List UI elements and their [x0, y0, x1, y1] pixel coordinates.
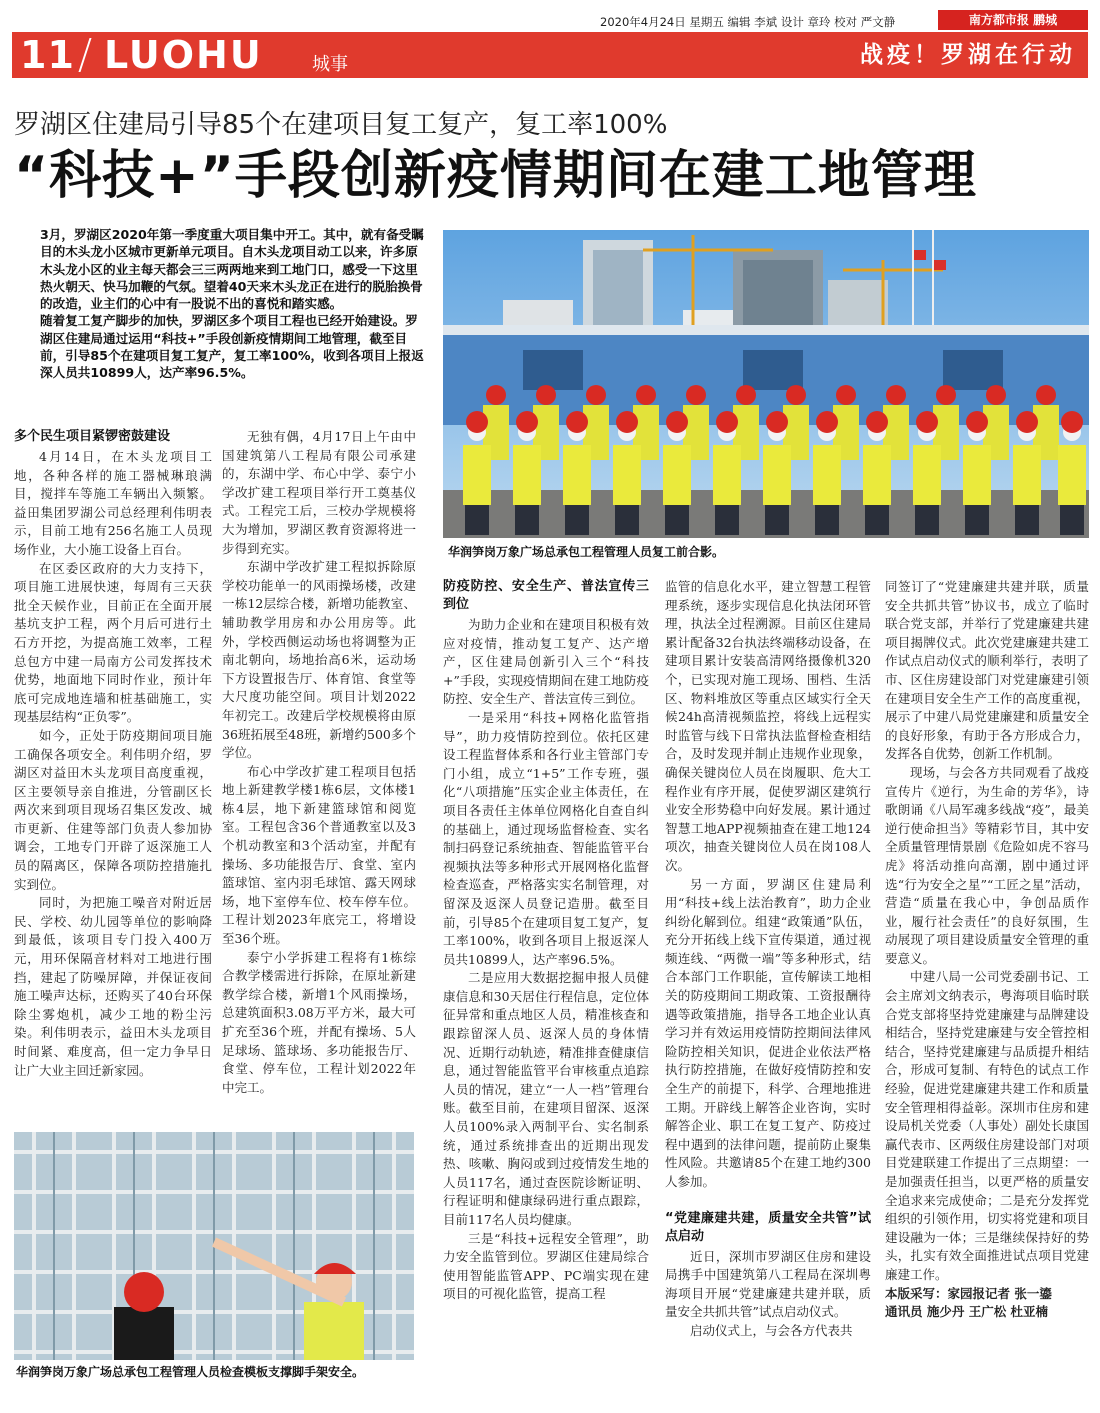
section-heading: 多个民生项目紧锣密鼓建设	[14, 429, 171, 444]
lead-paragraph: 随着复工复产脚步的加快，罗湖区多个项目工程也已经开始建设。罗湖区住建局通过运用“科技+”手段创新疫情期间工地管理，截至目前，引导85个在建项目复工复产，复工率100%，收到各项目上报返深人员共10899人，达产率96.5%。	[40, 313, 424, 381]
body-paragraph: 布心中学改扩建工程项目包括地上新建教学楼1栋6层，文体楼1栋4层，地下新建篮球馆和阅览室。工程包含36个普通教室以及3个机动教室和3个活动室，并配有操场、多功能报告厅、食堂、室内篮球馆、室内羽毛球馆、露天网球场，地下室停车位、校车停车位。工程计划2023年底完工，将增设至36个班。	[222, 763, 416, 947]
body-paragraph: 无独有偶，4月17日上午由中国建筑第八工程局有限公司承建的，东湖中学、布心中学、泰宁小学改扩建工程项目举行开工奠基仪式。工程完工后，三校办学规模将大为增加，罗湖区教育资源将进一步得到充实。	[222, 429, 416, 556]
group-photo-caption: 华润笋岗万象广场总承包工程管理人员复工前合影。	[448, 545, 725, 559]
scaffold-photo-caption: 华润笋岗万象广场总承包工程管理人员检查模板支撑脚手架安全。	[16, 1365, 365, 1379]
body-paragraph: 近日，深圳市罗湖区住房和建设局携手中国建筑第八工程局在深圳粤海项目开展“党建廉建共建并联，质量安全共抓共管”试点启动仪式。	[665, 1248, 871, 1320]
section-heading: 防疫防控、安全生产、普法宣传三到位	[443, 579, 649, 612]
article-column-2	[222, 428, 416, 1118]
body-paragraph: 现场，与会各方共同观看了战疫宣传片《逆行，为生命的芳华》，诗歌朗诵《八局军魂多线战“疫”，最美逆行使命担当》等精彩节目，其中安全质量管理情景剧《危险如虎不容马虎》将活动推向高潮，剧中通过评选“行为安全之星”“工匠之星”活动，营造“质量在我心中，争创品质作业，履行社会责任”的良好氛围，生动展现了项目建设质量安全管理的重要意义。	[885, 764, 1089, 966]
article-subheadline: 罗湖区住建局引导85个在建项目复工复产，复工率100%	[14, 110, 668, 140]
body-paragraph: 在区委区政府的大力支持下，项目施工进展快速，每周有三天获批全天候作业，目前正在全面开展基坑支护工程，两个月后可进行土石方开挖，为提高施工效率，工程总包方中建一局南方公司发挥技术优势，地面地下同时作业，预计年底可完成地连墙和桩基础施工，实现基层结构“正负零”。	[14, 560, 212, 725]
group-photo	[443, 230, 1089, 538]
body-paragraph: 同签订了“党建廉建共建并联，质量安全共抓共管”协议书，成立了临时联合党支部，并举行了党建廉建共建项目揭牌仪式。此次党建廉建共建工作试点启动仪式的顺利举行，表明了市、区住房建设部门对党建廉建引领在建项目安全生产工作的高度重视，展示了中建八局党建廉建和质量安全的良好形象，有助于各方形成合力，发挥各自优势，创新工作机制。	[885, 579, 1089, 762]
newspaper-logo: 南方都市报 鹏城	[938, 10, 1088, 30]
body-paragraph: 监管的信息化水平，建立智慧工程管理系统，逐步实现信息化执法闭环管理，执法全过程溯源。目前区住建局累计配备32台执法终端移动设备，在建项目累计安装高清网络摄像机320个，已实现对施工现场、围档、生活区、物料堆放区等重点区域实行全天候24h高清视频监控，将线上远程实时监管与线下日常执法监督检查相结合，及时发现并制止违规作业现象，确保关键岗位人员在岗履职、危大工程作业有序开展，促使罗湖区建筑行业安全形势稳中向好发展。累计通过智慧工地APP视频抽查在建工地124项次，抽查关键岗位人员在岗108人次。	[665, 579, 871, 873]
byline-correspondents: 通讯员 施少丹 王广松 杜亚楠	[885, 1304, 1049, 1320]
body-paragraph: 二是应用大数据挖掘申报人员健康信息和30天居住行程信息，定位体征异常和重点地区人员，精准核查和跟踪留深人员、返深人员的身体情况、近期行动轨迹，精准排查健康信息，通过智能监管平台审核重点追踪人员的情况，建立“一人一档”管理台账。截至目前，在建项目留深、返深人员100%录入两制平台、实名制系统，通过系统排查出的近期出现发热、咳嗽、胸闷或到过疫情发生地的人员117名，通过查医院诊断证明、行程证明和健康绿码进行重点跟踪，目前117名人员均健康。	[443, 970, 649, 1227]
lead-paragraph: 3月，罗湖区2020年第一季度重大项目集中开工。其中，就有备受瞩目的木头龙小区城市更新单元项目。自木头龙项目动工以来，许多原木头龙小区的业主每天都会三三两两地来到工地门口，感受一下这里热火朝天、快马加鞭的气氛。望着40天来木头龙正在进行的脱胎换骨的改造，业主们的心中有一股说不出的喜悦和踏实感。	[40, 227, 424, 312]
article-column-3	[443, 578, 649, 1378]
body-paragraph: 泰宁小学拆建工程将有1栋综合教学楼需进行拆除，在原址新建教学综合楼，新增1个风雨操场，总建筑面积3.08万平方米，最大可扩充至36个班，并配有操场、5人足球场、篮球场、多功能报告厅、食堂、停车位，工程计划2022年中完工。	[222, 949, 416, 1095]
body-paragraph: 启动仪式上，与会各方代表共	[690, 1322, 853, 1338]
byline-reporter: 本版采写：家园报记者 张一鎏	[885, 1285, 1052, 1301]
scaffold-photo	[14, 1132, 414, 1360]
district-name: LUOHU	[104, 33, 263, 77]
body-paragraph: 为助力企业和在建项目积极有效应对疫情，推动复工复产、达产增产，区住建局创新引入三个“科技+”手段，实现疫情期间在建工地防疫防控、安全生产、普法宣传三到位。	[443, 617, 649, 707]
dateline: 2020年4月24日 星期五 编辑 李斌 设计 章玲 校对 严文静	[600, 15, 896, 29]
body-paragraph: 一是采用“科技+网格化监管指导”，助力疫情防控到位。依托区建设工程监督体系和各行业主管部门专门小组，成立“1+5”工作专班，强化“八项措施”压实企业主体责任，在项目各责任主体单位网格化自查自纠的基础上，通过现场监督检查、实名制扫码登记系统抽查、智能监管平台视频执法等多种形式开展网格化监督检查巡查，严格落实实名制管理，对留深及返深人员登记造册。截至目前，引导85个在建项目复工复产，复工率100%，收到各项目上报返深人员共10899人，达产率96.5%。	[443, 709, 649, 967]
body-paragraph: 另一方面，罗湖区住建局利用“科技+线上法治教育”，助力企业纠纷化解到位。组建“政策通”队伍，充分开拓线上线下宣传渠道，通过视频连线、“两微一端”等多种形式，结合本部门工作职能，宣传解读工地相关的防疫期间工期政策、工资报酬待遇等政策措施，指导各工地企业认真学习并有效运用疫情防控期间法律风险防控相关知识，促进企业依法严格执行防控措施，在做好疫情防控和安全生产的前提下，科学、合理地推进工期。开辟线上解答企业咨询，实时解答企业、职工在复工复产、防疫过程中遇到的法律问题，提前防止聚集性风险。共邀请85个在建工地约300人参加。	[665, 876, 871, 1189]
body-paragraph: 东湖中学改扩建工程拟拆除原学校功能单一的风雨操场楼，改建一栋12层综合楼，新增功能教室、辅助教学用房和办公用房等。此外，学校西侧运动场也将调整为正南北朝向，场地抬高6米，运动场下方设置报告厅、体育馆、食堂等大尺度功能空间。项目计划2022年初完工。改建后学校规模将由原36班拓展至48班，新增约500多个学位。	[222, 559, 416, 761]
article-lead	[40, 226, 430, 382]
body-paragraph: 中建八局一公司党委副书记、工会主席刘文纳表示，粤海项目临时联合党支部将坚持党建廉建与品牌建设相结合，坚持党建廉建与安全管控相结合，坚持党建廉建与品质提升相结合，形成可复制、有特色的试点工作经验，促进党建廉建共建工作和质量安全管理相得益彰。深圳市住房和建设局机关党委（人事处）副处长康国赢代表市、区两级住房建设部门对项目党建联建工作提出了三点期望：一是加强责任担当，以更严格的质量安全追求来完成使命；二是充分发挥党组织的引领作用，切实将党建和项目建设融为一体；三是继续保持好的势头，扎实有效全面推进试点项目党建廉建工作。	[885, 969, 1089, 1282]
section-heading: “党建廉建共建，质量安全共管”试点启动	[665, 1210, 871, 1244]
page-number: 11	[20, 33, 75, 77]
body-paragraph: 如今，正处于防疫期间项目施工确保各项安全。利伟明介绍，罗湖区对益田木头龙项目高度重视，区主要领导亲自推进，分管副区长两次来到项目现场召集区发改、城市更新、住建等部门负责人参加协调会，工地专门开辟了返深施工人员的隔离区，保障各项防控措施扎实到位。	[14, 727, 212, 892]
byline	[885, 1285, 1089, 1322]
article-column-1	[14, 428, 212, 1118]
banner-slogan: 战疫！罗湖在行动	[860, 42, 1076, 68]
article-column-5	[885, 578, 1089, 1378]
article-column-4	[665, 578, 871, 1378]
article-headline: “科技+”手段创新疫情期间在建工地管理	[14, 146, 977, 206]
body-paragraph: 4月14日，在木头龙项目工地，各种各样的施工器械琳琅满目，搅拌车等施工车辆出入频繁。益田集团罗湖公司总经理利伟明表示，目前工地有256名施工人员现场作业，大小施工设备上百台。	[14, 449, 212, 557]
section-name: 城事	[312, 54, 348, 75]
body-paragraph: 三是“科技+远程安全管理”，助力安全监管到位。罗湖区住建局综合使用智能监管APP、PC端实现在建项目的可视化监管，提高工程	[443, 1230, 649, 1302]
body-paragraph: 同时，为把施工噪音对附近居民、学校、幼儿园等单位的影响降到最低，该项目专门投入400万元，用环保隔音材料对工地进行围挡，建起了防噪屏障，并保证夜间施工噪声达标，还购买了40台环保除尘雾炮机，减少工地的粉尘污染。利伟明表示，益田木头龙项目时间紧、难度高，但一定力争早日让广大业主回迁新家园。	[14, 895, 212, 1078]
